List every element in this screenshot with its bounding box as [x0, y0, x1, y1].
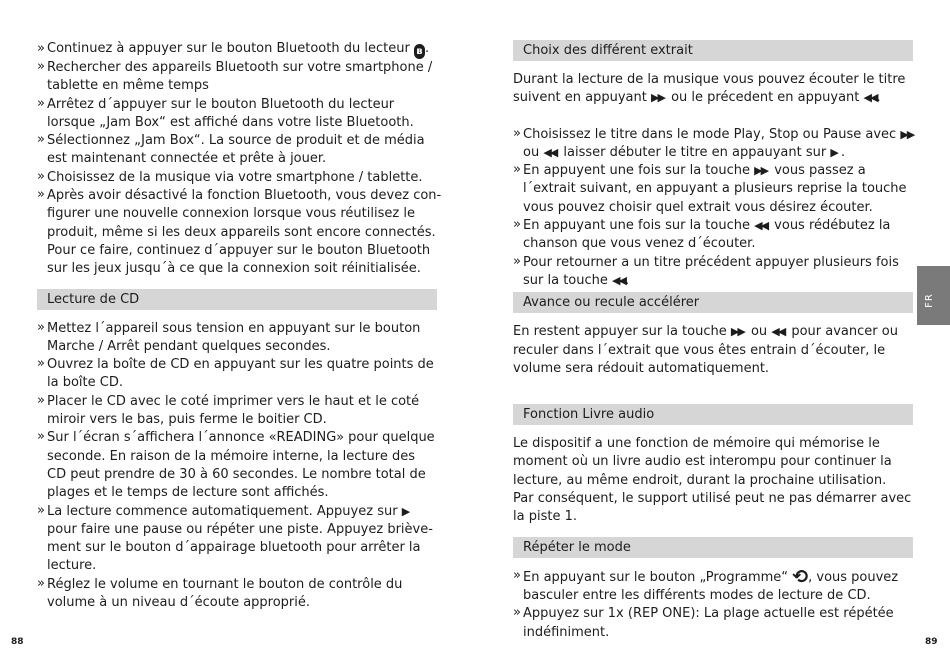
para-line: la piste 1. [513, 509, 577, 525]
step-text: vous passez a [774, 163, 866, 179]
para-text: pour avancer ou [791, 324, 898, 340]
step-line: La lecture commence automatiquement. Appuyez sur [47, 503, 398, 519]
next-icon: ▶▶ [754, 164, 768, 178]
next-icon: ▶▶ [730, 325, 744, 339]
step-line: Ouvrez la boîte de CD en appuyant sur les quatre points de [47, 357, 434, 373]
left-column [37, 40, 442, 612]
cd-step-3 [37, 393, 437, 430]
step-line: Pour ce faire, continuez d´appuyer sur le bouton Bluetooth [47, 242, 431, 258]
intro-text: ou le précedent en appuyant [671, 90, 860, 106]
step-line: Choisissez de la musique via votre smartphone / tablette. [47, 169, 423, 185]
para-line: Le dispositif a une fonction de mémoire qui mémorise le [513, 436, 880, 452]
step-line: est maintenant connectée et prête à jouer. [47, 151, 327, 167]
bullet-marker: » [513, 567, 521, 583]
prev-icon: ◀◀ [863, 91, 877, 105]
choice-step-3 [513, 217, 913, 254]
step-text: Choisissez le titre dans le mode Play, Stop ou Pause avec [523, 126, 897, 142]
repeat-icon: ⟲ [792, 565, 809, 588]
para-text: ou [750, 324, 768, 340]
avance-text [513, 323, 913, 378]
bullet-marker: » [37, 356, 45, 372]
bluetooth-step-1: » Continuez à appuyer sur le bouton Bluetooth du lecteur ʙ . [37, 41, 430, 57]
step-line: plages et le temps de lecture sont affichés. [47, 485, 329, 501]
step-line: Après avoir désactivé la fonction Bluetooth, vous devez con- [47, 188, 442, 204]
step-line: la boîte CD. [47, 375, 123, 391]
cd-step-6 [37, 576, 437, 613]
section-header-lecture-cd: Lecture de CD [37, 289, 437, 310]
para-line: lecture, au même endroit, durant la prochaine utilisation. [513, 472, 887, 488]
para-line: reculer dans l´extrait que vous êtes entrain d´écouter, le [513, 342, 886, 358]
right-column [513, 40, 913, 642]
step-line: seconde. En raison de la mémoire interne, la lecture des [47, 448, 415, 464]
bluetooth-step-4 [37, 132, 437, 169]
bullet-marker: » [37, 392, 45, 408]
step-line: pour faire une pause ou répéter une piste. Appuyez briève- [47, 521, 433, 537]
step-line: chanson que vous venez d´écouter. [523, 236, 756, 252]
step-line: tablette en même temps [47, 78, 209, 94]
step-line: volume à un niveau d´écoute approprié. [47, 595, 311, 611]
step-line: ment sur le bouton d´appairage bluetooth pour arrêter la [47, 540, 421, 556]
step-line: Placer le CD avec le coté imprimer vers le haut et le coté [47, 393, 420, 409]
step-line: figurer une nouvelle connexion lorsque vous réutilisez le [47, 206, 415, 222]
intro-text: . [876, 90, 881, 106]
prev-icon: ◀◀ [754, 219, 768, 233]
repeter-step-2 [513, 605, 913, 642]
step-line: Pour retourner a un titre précédent appuyer plusieurs fois [523, 254, 899, 270]
step-text: . [624, 272, 630, 288]
bluetooth-step-6 [37, 187, 442, 278]
step-text: En appuyent une fois sur la touche [523, 163, 750, 179]
bluetooth-step-5 [37, 169, 437, 187]
para-line: volume sera rédouit automatiquement. [513, 360, 770, 376]
step-line: lecture. [47, 558, 97, 574]
bullet-marker: » [513, 253, 521, 269]
bullet-marker: » [37, 95, 45, 111]
bullet-marker: » [37, 168, 45, 184]
step-line: basculer entre les différents modes de lecture de CD. [523, 587, 871, 603]
bluetooth-icon: ʙ [414, 44, 425, 59]
bluetooth-step-2 [37, 59, 437, 96]
cd-step-4 [37, 429, 437, 502]
step-line: lorsque „Jam Box“ est affiché dans votre liste Bluetooth. [47, 114, 414, 130]
language-tab [917, 266, 950, 325]
repeter-step-1 [513, 565, 913, 606]
next-icon: ▶▶ [651, 91, 664, 105]
step-line: vous pouvez choisir quel extrait vous désirez écouter. [523, 199, 873, 215]
step-line: produit, même si les deux appareils sont encore connectés. [47, 224, 436, 240]
para-line: moment où un livre audio est interompu pour continuer la [513, 454, 892, 470]
bullet-marker: » [37, 132, 45, 148]
step-text: laisser débuter le titre en appauyant sur [563, 144, 827, 160]
step-line: l´extrait suivant, en appuyant a plusieurs reprise la touche [523, 181, 907, 197]
step-line: Marche / Arrêt pendant quelques secondes. [47, 338, 331, 354]
bullet-marker: » [37, 59, 45, 74]
prev-icon: ◀◀ [771, 325, 785, 339]
step-text: Continuez à appuyer sur le bouton Bluetooth du lecteur [47, 41, 410, 56]
play-icon: ▶ [830, 145, 837, 159]
bullet-marker: » [37, 319, 45, 335]
cd-step-5 [37, 503, 437, 576]
next-icon: ▶▶ [900, 127, 914, 141]
livre-text [513, 435, 913, 526]
step-line: indéfiniment. [523, 624, 610, 640]
page-number-left: 88 [11, 637, 24, 647]
bullet-marker: » [37, 502, 45, 518]
intro-text: suivent en appuyant [513, 90, 647, 106]
intro-line: Durant la lecture de la musique vous pouvez écouter le titre [513, 72, 906, 87]
bullet-marker: » [37, 41, 45, 56]
bullet-marker: » [513, 162, 521, 178]
step-line: Appuyez sur 1x (REP ONE): La plage actuelle est répétée [523, 606, 894, 622]
step-text: vous rédébutez la [774, 218, 891, 234]
bullet-marker: » [37, 429, 45, 445]
cd-step-1 [37, 320, 437, 357]
bullet-marker: » [513, 605, 521, 621]
choice-step-1 [513, 126, 913, 163]
step-line: miroir vers le bas, puis ferme le boitier CD. [47, 412, 327, 428]
para-text: En restent appuyer sur la touche [513, 324, 727, 340]
section-header-choix-extrait: Choix des différent extrait [513, 40, 913, 61]
step-line: Réglez le volume en tournant le bouton de contrôle du [47, 576, 403, 592]
cd-step-2 [37, 356, 437, 393]
play-icon: ▶ [401, 504, 409, 518]
choice-intro [513, 71, 913, 108]
bullet-marker: » [37, 187, 45, 203]
step-text: En appuyant une fois sur la touche [523, 218, 750, 234]
step-text: , vous pouvez [808, 569, 899, 585]
step-text: sur la touche [523, 272, 608, 288]
step-line: Rechercher des appareils Bluetooth sur votre smartphone / [47, 60, 433, 75]
step-line: CD peut prendre de 30 à 60 secondes. Le nombre total de [47, 466, 426, 482]
step-text: En appuyant sur le bouton „Programme“ [523, 569, 789, 585]
step-line: Arrêtez d´appuyer sur le bouton Bluetooth du lecteur [47, 96, 395, 112]
step-text: . [840, 144, 846, 160]
step-text: ou [523, 144, 540, 160]
step-line: Mettez l´appareil sous tension en appuyant sur le bouton [47, 320, 421, 336]
step-line: Sur l´écran s´affichera l´annonce «READING» pour quelque [47, 430, 435, 446]
prev-icon: ◀◀ [612, 273, 625, 287]
bluetooth-step-3 [37, 96, 437, 133]
step-line: Sélectionnez „Jam Box“. La source de produit et de média [47, 133, 425, 149]
section-header-livre-audio: Fonction Livre audio [513, 404, 913, 425]
section-header-repeter-mode: Répéter le mode [513, 537, 913, 558]
step-line: sur les jeux jusqu´à ce que la connexion soit réinitialisée. [47, 261, 421, 277]
section-header-avance-recule: Avance ou recule accélérer [513, 292, 913, 313]
bullet-marker: » [513, 217, 521, 233]
language-tab-label: FR [923, 293, 935, 308]
choice-step-2 [513, 162, 913, 217]
prev-icon: ◀◀ [543, 145, 557, 159]
choice-step-4 [513, 254, 913, 291]
bullet-marker: » [513, 125, 521, 141]
para-line: Par conséquent, le support utilisé peut ne pas démarrer avec [513, 491, 912, 507]
bullet-marker: » [37, 575, 45, 591]
page-number-right: 89 [925, 637, 938, 647]
